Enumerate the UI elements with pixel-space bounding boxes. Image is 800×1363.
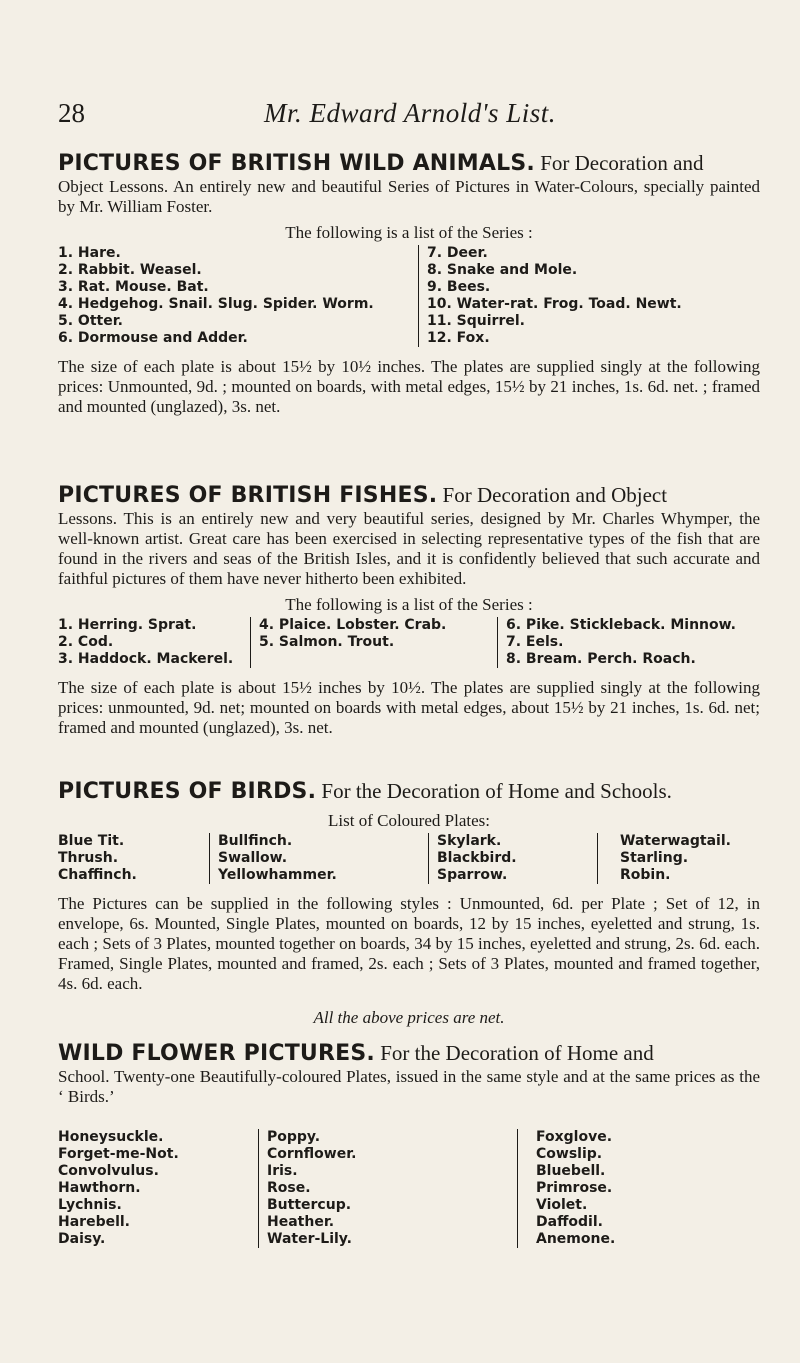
list-item: Rose. [267,1180,311,1196]
series-list [58,1129,760,1248]
series-column [419,245,682,347]
series-list [58,833,760,884]
list-item: Bullfinch. [218,833,293,849]
list-item: 9. Bees. [427,279,491,295]
series-column [498,617,736,668]
list-item: Daffodil. [536,1214,603,1230]
list-item: Honeysuckle. [58,1129,164,1145]
section-birds [58,778,760,1028]
list-item: 11. Squirrel. [427,313,525,329]
list-item: Waterwagtail. [620,833,731,849]
section-animals [58,150,760,417]
section-fishes [58,482,760,738]
list-item: Skylark. [437,833,502,849]
list-item: Hawthorn. [58,1180,141,1196]
series-column [251,617,498,668]
size-text: The size of each plate is about 15½ by 10½ inches. The plates are supplied singly at the following prices: Unmounted, 9d. ; mounted on boards, with metal edges, 15½ by 21 inches, 1s. 6d. net. ; framed and mounted (unglazed), 3s. net. [58,357,760,416]
list-item: 6. Pike. Stickleback. Minnow. [506,617,737,633]
list-item: Harebell. [58,1214,130,1230]
size-text: The size of each plate is about 15½ inches by 10½. The plates are supplied singly at the following prices: unmounted, 9d. net; mounted on boards with metal edges, about 15½ by 21 inches, 1s. 6d. net; framed and mounted (unglazed), 3s. net. [58,678,760,737]
list-item: 4. Hedgehog. Snail. Slug. Spider. Worm. [58,296,374,312]
section-intro: Lessons. This is an entirely new and very beautiful series, designed by Mr. Charles Whymper, the well-known artist. Great care has been exercised in selecting representative types of the fish that are found in the rivers and seas of the British Isles, and it is confidently believed that such accurate and faithful pictures of them have never hitherto been exhibited. [58,509,760,588]
list-item: Buttercup. [267,1197,352,1213]
section-intro: School. Twenty-one Beautifully-coloured Plates, issued in the same style and at the same prices as the ‘ Birds.’ [58,1067,760,1106]
series-column [518,1129,615,1248]
section-title: PICTURES OF BRITISH WILD ANIMALS. [58,151,535,176]
list-item: Starling. [620,850,689,866]
list-item: 5. Otter. [58,313,123,329]
series-column [209,833,429,884]
series-column [429,833,598,884]
list-item: 1. Herring. Sprat. [58,617,197,633]
list-item: Cowslip. [536,1146,603,1162]
list-intro: The following is a list of the Series : [285,223,533,242]
list-item: 1. Hare. [58,245,121,261]
list-item: 8. Snake and Mole. [427,262,578,278]
section-heading [58,778,760,805]
list-item: Foxglove. [536,1129,613,1145]
section-title: PICTURES OF BRITISH FISHES. [58,483,438,508]
list-item: Forget-me-Not. [58,1146,179,1162]
list-item: Daisy. [58,1231,106,1247]
section-heading [58,1040,760,1067]
list-item: Heather. [267,1214,335,1230]
list-item: 3. Haddock. Mackerel. [58,651,234,667]
list-item: Blackbird. [437,850,517,866]
section-flowers [58,1040,760,1248]
series-column [58,1129,259,1248]
prices-note: All the above prices are net. [313,1008,505,1027]
series-column [58,245,419,347]
list-item: 7. Deer. [427,245,488,261]
list-item: 5. Salmon. Trout. [259,634,395,650]
list-intro: List of Coloured Plates: [328,811,490,830]
section-heading [58,482,760,509]
list-item: Anemone. [536,1231,616,1247]
list-item: 6. Dormouse and Adder. [58,330,248,346]
list-item: Lychnis. [58,1197,122,1213]
styles-text: The Pictures can be supplied in the following styles : Unmounted, 6d. per Plate ; Set of 12, in envelope, 6s. Mounted, Single Plates, mounted on boards, 12 by 15 inches, eyeletted and strung, 1s. each ; Sets of 3 Plates, mounted together on boards, 34 by 15 inches, eyeletted and strung, 2s. 6d. each. Framed, Single Plates, mounted and framed, 2s. each ; Sets of 3 Plates, mounted and framed together, 4s. 6d. each. [58,894,760,993]
section-title-rest: For the Decoration of Home and Schools. [316,779,672,803]
list-item: Water-Lily. [267,1231,352,1247]
list-item: Sparrow. [437,867,508,883]
page-number: 28 [58,98,85,128]
list-intro: The following is a list of the Series : [285,595,533,614]
list-item: Primrose. [536,1180,613,1196]
section-title-rest: For Decoration and [534,151,704,175]
section-title: WILD FLOWER PICTURES. [58,1041,375,1066]
list-item: Robin. [620,867,671,883]
series-column [58,617,251,668]
series-column [58,833,209,884]
list-item: Iris. [267,1163,298,1179]
section-intro: Object Lessons. An entirely new and beautiful Series of Pictures in Water-Colours, specially painted by Mr. William Foster. [58,177,760,216]
page-header [58,98,762,138]
list-item: Yellowhammer. [218,867,337,883]
section-title-rest: For Decoration and Object [437,483,668,507]
list-item: 10. Water-rat. Frog. Toad. Newt. [427,296,682,312]
list-item: 12. Fox. [427,330,490,346]
series-column [598,833,731,884]
list-item: Thrush. [58,850,119,866]
list-item: Swallow. [218,850,288,866]
list-item: Poppy. [267,1129,321,1145]
running-title: Mr. Edward Arnold's List. [263,98,557,128]
list-item: Convolvulus. [58,1163,159,1179]
section-title: PICTURES OF BIRDS. [58,779,317,804]
series-list [58,617,760,668]
series-column [259,1129,518,1248]
section-heading [58,150,760,177]
list-item: Chaffinch. [58,867,137,883]
series-list [58,245,760,347]
list-item: 8. Bream. Perch. Roach. [506,651,696,667]
list-item: Violet. [536,1197,588,1213]
list-item: 2. Cod. [58,634,114,650]
list-item: 4. Plaice. Lobster. Crab. [259,617,447,633]
section-title-rest: For the Decoration of Home and [374,1041,654,1065]
list-item: Blue Tit. [58,833,125,849]
list-item: Cornflower. [267,1146,357,1162]
list-item: 2. Rabbit. Weasel. [58,262,202,278]
list-item: 7. Eels. [506,634,564,650]
list-item: 3. Rat. Mouse. Bat. [58,279,209,295]
list-item: Bluebell. [536,1163,606,1179]
